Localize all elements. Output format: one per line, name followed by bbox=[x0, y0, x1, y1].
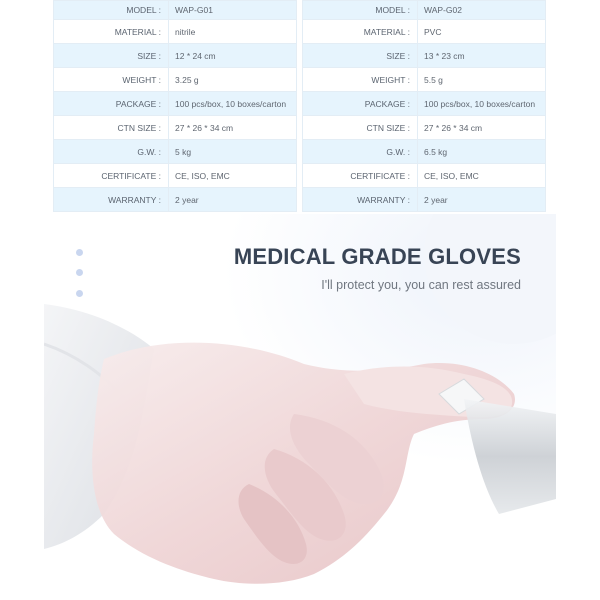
spec-table-wap-g02 bbox=[302, 0, 546, 212]
table-row bbox=[303, 164, 546, 188]
spec-value: 5 kg bbox=[169, 140, 297, 164]
spec-label: WEIGHT : bbox=[303, 68, 418, 92]
spec-label: CTN SIZE : bbox=[54, 116, 169, 140]
spec-label: CERTIFICATE : bbox=[303, 164, 418, 188]
decorative-dot bbox=[76, 269, 83, 276]
spec-value: 3.25 g bbox=[169, 68, 297, 92]
table-row bbox=[54, 188, 297, 212]
spec-value: 13 * 23 cm bbox=[418, 44, 546, 68]
spec-value: CE, ISO, EMC bbox=[418, 164, 546, 188]
glove-photo bbox=[44, 214, 556, 600]
spec-label: SIZE : bbox=[54, 44, 169, 68]
spec-value: WAP-G02 bbox=[418, 1, 546, 20]
spec-value: 27 * 26 * 34 cm bbox=[418, 116, 546, 140]
spec-label: WARRANTY : bbox=[54, 188, 169, 212]
table-row bbox=[303, 44, 546, 68]
spec-label: MATERIAL : bbox=[303, 20, 418, 44]
table-row bbox=[54, 164, 297, 188]
table-row bbox=[54, 20, 297, 44]
hero-subtitle: I'll protect you, you can rest assured bbox=[321, 278, 521, 292]
table-row bbox=[303, 20, 546, 44]
spec-label: CERTIFICATE : bbox=[54, 164, 169, 188]
spec-value: 100 pcs/box, 10 boxes/carton bbox=[169, 92, 297, 116]
table-row bbox=[54, 116, 297, 140]
spec-value: 12 * 24 cm bbox=[169, 44, 297, 68]
spec-label: PACKAGE : bbox=[54, 92, 169, 116]
table-row bbox=[303, 116, 546, 140]
spec-label: G.W. : bbox=[54, 140, 169, 164]
spec-label: PACKAGE : bbox=[303, 92, 418, 116]
spec-label: MATERIAL : bbox=[54, 20, 169, 44]
spec-label: WEIGHT : bbox=[54, 68, 169, 92]
table-row bbox=[54, 68, 297, 92]
table-row bbox=[54, 1, 297, 20]
spec-label: SIZE : bbox=[303, 44, 418, 68]
table-row bbox=[303, 140, 546, 164]
spec-value: 5.5 g bbox=[418, 68, 546, 92]
spec-value: WAP-G01 bbox=[169, 1, 297, 20]
spec-value: nitrile bbox=[169, 20, 297, 44]
table-row bbox=[54, 92, 297, 116]
spec-value: 2 year bbox=[169, 188, 297, 212]
table-row bbox=[54, 140, 297, 164]
hero-title: MEDICAL GRADE GLOVES bbox=[233, 244, 521, 269]
spec-value: 27 * 26 * 34 cm bbox=[169, 116, 297, 140]
decorative-dot bbox=[76, 249, 83, 256]
spec-value: PVC bbox=[418, 20, 546, 44]
hero-banner bbox=[44, 214, 556, 600]
table-row bbox=[303, 92, 546, 116]
spec-value: 100 pcs/box, 10 boxes/carton bbox=[418, 92, 546, 116]
spec-table-wap-g01 bbox=[53, 0, 297, 212]
spec-label: WARRANTY : bbox=[303, 188, 418, 212]
spec-label: CTN SIZE : bbox=[303, 116, 418, 140]
spec-label: MODEL : bbox=[303, 1, 418, 20]
table-row bbox=[303, 68, 546, 92]
spec-value: 6.5 kg bbox=[418, 140, 546, 164]
spec-label: G.W. : bbox=[303, 140, 418, 164]
decorative-dot bbox=[76, 290, 83, 297]
spec-value: CE, ISO, EMC bbox=[169, 164, 297, 188]
table-row bbox=[303, 1, 546, 20]
table-row bbox=[303, 188, 546, 212]
spec-label: MODEL : bbox=[54, 1, 169, 20]
spec-value: 2 year bbox=[418, 188, 546, 212]
table-row bbox=[54, 44, 297, 68]
